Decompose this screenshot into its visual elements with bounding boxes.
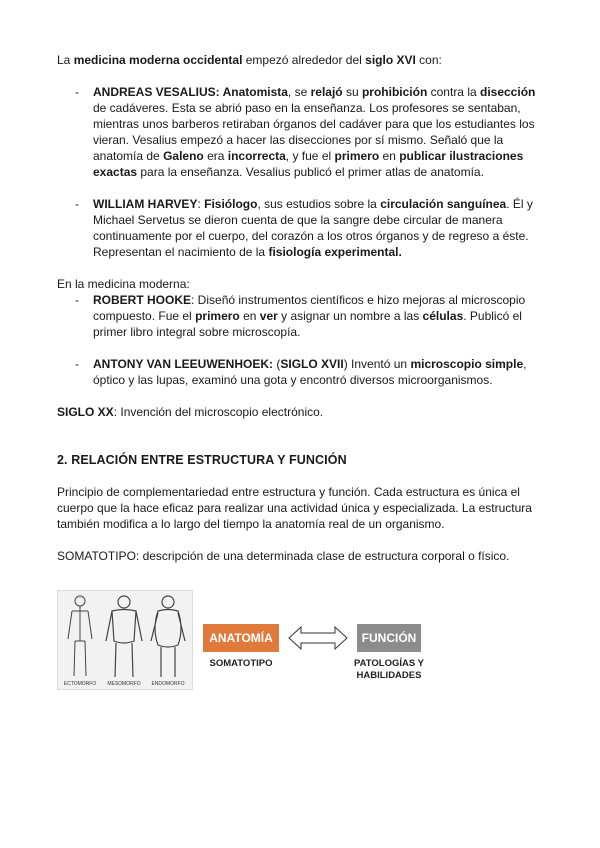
anatomia-box: ANATOMÍA (203, 624, 279, 652)
caption-mesomorfo: MESOMORFO (107, 681, 141, 687)
patologias-label: PATOLOGÍAS Y HABILIDADES (353, 658, 425, 681)
ectomorph-figure (68, 596, 92, 676)
caption-endomorfo: ENDOMORFO (151, 681, 185, 687)
somatotype-figure (57, 590, 487, 690)
modern-medicine-label: En la medicina moderna: (57, 277, 190, 291)
somatotipo-label: SOMATOTIPO (209, 658, 273, 669)
intro-paragraph: La medicina moderna occidental empezó alrededor del siglo XVI con: (57, 53, 442, 67)
mesomorph-figure (106, 596, 142, 677)
list-item-harvey: - WILLIAM HARVEY: Fisiólogo, sus estudios sobre la circulación sanguínea. Él y Michael Servetus se dieron cuenta de que la sangre debe circular de manera continuamente por el cuerpo, del corazón a los otros órganos y de regreso a éste. Representan el nacimiento de la fisiología experimental. (75, 197, 533, 259)
list-item-hooke: - ROBERT HOOKE: Diseñó instrumentos científicos e hizo mejoras al microscopio compuesto. Fue el primero en ver y asignar un nombre a las células. Publicó el primer libro integral sobre microscopía. (75, 293, 526, 339)
list-item-leeuwenhoek: - ANTONY VAN LEEUWENHOEK: (SIGLO XVII) Inventó un microscopio simple, óptico y las lupas, examinó una gota y encontró diversos microorganismos. (75, 357, 527, 387)
section-paragraph: Principio de complementariedad entre estructura y función. Cada estructura es única el cuerpo que la hace eficaz para realizar una actividad única y especializada. La estructura también modifica a lo largo del tiempo la anatomía real de un organismo. (57, 485, 532, 531)
document-body (57, 52, 547, 564)
section-heading: 2. RELACIÓN ENTRE ESTRUCTURA Y FUNCIÓN (57, 453, 347, 467)
somatotipo-definition: SOMATOTIPO: descripción de una determinada clase de estructura corporal o físico. (57, 549, 510, 563)
siglo-xx-paragraph: SIGLO XX: Invención del microscopio electrónico. (57, 405, 324, 419)
somatotype-illustration (57, 590, 193, 690)
endomorph-figure (151, 596, 185, 677)
list-item-vesalius: - ANDREAS VESALIUS: Anatomista, se relajó su prohibición contra la disección de cadáveres. Esta se abrió paso en la enseñanza. Los profesores se sentaban, mientras unos barberos retiraban órganos del cadáver para que los estudiantes los vieran. Vesalius empezó a hacer las disecciones por sí mismo. Señaló que la anatomía de Galeno era incorrecta, y fue el primero en publicar ilustraciones exactas para la enseñanza. Vesalius publicó el primer atlas de anatomía. (75, 85, 536, 179)
caption-ectomorfo: ECTOMORFO (63, 681, 97, 687)
funcion-box: FUNCIÓN (357, 624, 421, 652)
double-arrow-icon (287, 624, 349, 652)
